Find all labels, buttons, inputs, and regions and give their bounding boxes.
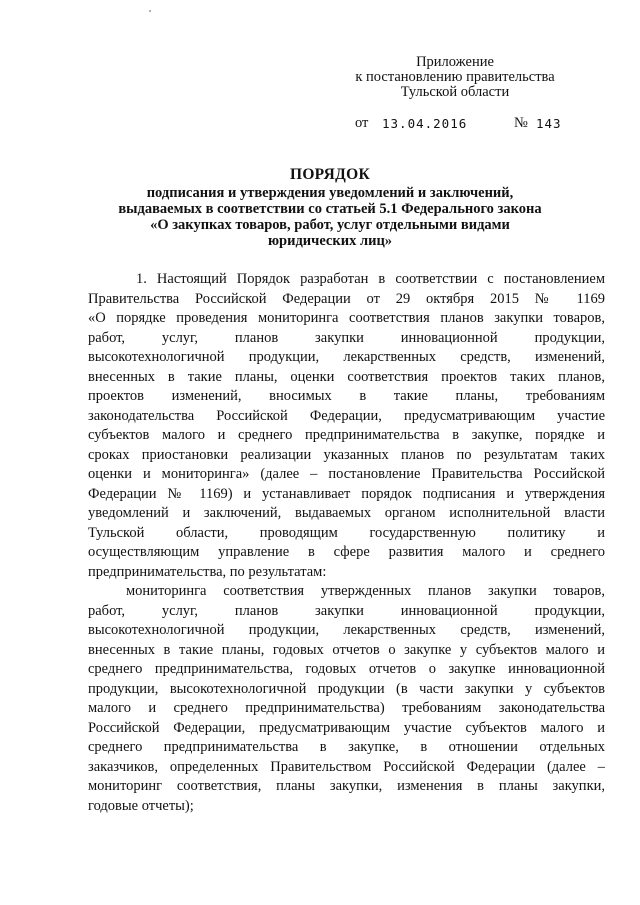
body-line: Правительства Российской Федерации от 29 октября 2015 № 1169 <box>88 290 605 307</box>
body-line: среднего предпринимательства, годовых отчетов о закупке инновационной <box>88 661 605 677</box>
body-line: мониторинг соответствия, планы закупки, изменения в планы закупки, <box>88 778 605 794</box>
date-label: от <box>355 115 369 131</box>
subtitle-line: юридических лиц» <box>267 233 393 249</box>
title-heading: ПОРЯДОК <box>289 166 371 183</box>
document-body <box>88 270 605 816</box>
body-line: предпринимательства, по результатам: <box>88 563 327 580</box>
body-line: Федерации № 1169) и устанавливает порядок подписания и утверждения <box>88 485 605 502</box>
subtitle-line: «О закупках товаров, работ, услуг отдельными видами <box>150 217 510 233</box>
number-label: № <box>514 115 528 131</box>
body-line: годовые отчеты); <box>88 797 194 814</box>
body-line: Российской Федерации, предусматривающим участие субъектов малого и <box>88 719 605 736</box>
body-line: оценки и мониторинга» (далее – постановление Правительства Российской <box>88 466 605 482</box>
appendix-line: Приложение <box>416 54 494 70</box>
body-line: малого и среднего предпринимательства) требованиям законодательства <box>88 700 605 716</box>
body-line: осуществляющим управление в сфере развития малого и среднего <box>88 544 605 560</box>
appendix-header <box>300 55 610 100</box>
appendix-line: Тульской области <box>400 84 510 100</box>
body-line: мониторинга соответствия утвержденных планов закупки товаров, <box>126 583 605 599</box>
body-line: «О порядке проведения мониторинга соответствия планов закупки товаров, <box>88 310 605 326</box>
date-value: 13.04.2016 <box>382 116 468 131</box>
body-line: 1. Настоящий Порядок разработан в соответствии с постановлением <box>136 271 605 287</box>
body-line: сроках приостановки реализации указанных планов по результатам таких <box>88 446 605 463</box>
body-line: продукции, высокотехнологичной продукции (в части закупки у субъектов <box>88 680 605 697</box>
document-title <box>60 165 600 249</box>
body-line: работ, услуг, планов закупки инновационной продукции, <box>88 329 605 346</box>
body-line: законодательства Российской Федерации, предусматривающим участие <box>88 407 605 424</box>
appendix-line: к постановлению правительства <box>355 69 555 85</box>
body-line: заказчиков, определенных Правительством Российской Федерации (далее – <box>88 758 605 775</box>
number-value: 143 <box>536 116 562 131</box>
body-line: Тульской области, проводящим государственную политику и <box>88 524 605 541</box>
subtitle-line: подписания и утверждения уведомлений и заключений, <box>146 185 514 201</box>
body-line: уведомлений и заключений, выдаваемых органом исполнительной власти <box>88 505 605 521</box>
title-subtitle <box>60 185 600 249</box>
body-line: проектов изменений, вносимых в такие планы, требованиям <box>88 388 605 404</box>
body-line: высокотехнологичной продукции, лекарственных средств, изменений, <box>88 622 605 638</box>
body-line: внесенных в такие планы, годовых отчетов о закупке у субъектов малого и <box>88 641 605 658</box>
body-line: внесенных в такие планы, оценки соответствия проектов таких планов, <box>88 368 605 385</box>
body-line: субъектов малого и среднего предпринимательства в закупке, порядке и <box>88 427 605 443</box>
body-line: высокотехнологичной продукции, лекарственных средств, изменений, <box>88 349 605 365</box>
body-line: среднего предпринимательства в закупке, в отношении отдельных <box>88 739 605 755</box>
subtitle-line: выдаваемых в соответствии со статьей 5.1 Федерального закона <box>118 201 542 217</box>
scan-dot <box>149 10 151 12</box>
body-line: работ, услуг, планов закупки инновационной продукции, <box>88 602 605 619</box>
